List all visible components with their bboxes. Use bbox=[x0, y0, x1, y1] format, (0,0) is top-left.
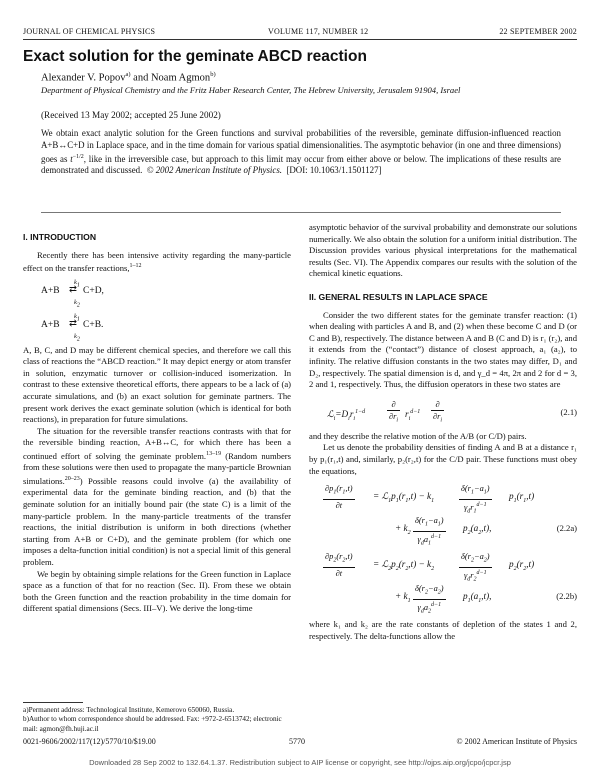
equation-2-1: $ℒ_i=D_ir_i^{1-d}$ ∂ $\partial r_i$ $r_i^{d-1}$ ∂ $\partial r_i$ (2.1) bbox=[327, 399, 577, 424]
equation-2-1-number: (2.1) bbox=[560, 406, 577, 417]
author-1: Alexander V. Popov bbox=[41, 72, 126, 84]
reaction-2-arrow: ⇄ bbox=[69, 318, 77, 329]
reaction-1 bbox=[41, 277, 291, 307]
footer-copyright: © 2002 American Institute of Physics bbox=[456, 737, 577, 746]
page-number: 5770 bbox=[289, 737, 305, 746]
author-2: Noam Agmon bbox=[150, 72, 211, 84]
equation-2-2b-number: (2.2b) bbox=[556, 591, 577, 602]
equation-2-2a-number: (2.2a) bbox=[556, 523, 577, 534]
abstract-text-2: , like in the irreversible case, but approach to this limit may occur from either above or below. The implications of these results are demonstrated and discussed. bbox=[41, 153, 561, 176]
author-2-footnote-mark[interactable]: b) bbox=[210, 71, 216, 78]
sec2-paragraph-2: and they describe the relative motion of the A/B (or C/D) pairs. bbox=[309, 430, 527, 441]
paper-title: Exact solution for the geminate ABCD reaction bbox=[23, 48, 367, 65]
reaction-2-lhs: A+B bbox=[41, 319, 60, 330]
issue-date: 22 SEPTEMBER 2002 bbox=[499, 27, 577, 36]
intro-paragraph-4: We begin by obtaining simple relations for the Green function in Laplace space as a function of that for no reaction (Sec. II). From these we obtain both the Green function and the reaction probability in the time domain for different spatial dimensions (Secs. III–V). We derive the long-time bbox=[23, 568, 291, 614]
footnote-rule bbox=[23, 702, 83, 703]
abstract-copyright: © 2002 American Institute of Physics. bbox=[146, 165, 282, 176]
sec2-paragraph-1: Consider the two different states for the geminate transfer reaction: (1) when dealing with particles A and B, and (2) when these become C and D (or C and B), respectively. The distance between A and B (C and D) is r₁ (r₂), and it extends from the (“contact”) distance of closest approach, a₁ (a₂), to infinity. The relative diffusion constants in the two states may differ, D₁ and D₂, respectively. The spatial dimension is d, and γ_d = 4π, 2π and 2 for d = 3, 2 and 1, respectively. Thus, the diffusion operators in these two states are bbox=[309, 309, 577, 390]
footnote-b: b)Author to whom correspondence should be addressed. Fax: +972-2-6513742; electronic mail: agmon@fh.huji.ac.il bbox=[23, 715, 282, 733]
reaction-1-k1: $k_1$ bbox=[74, 278, 80, 288]
author-conjunction: and bbox=[130, 72, 151, 84]
journal-name: JOURNAL OF CHEMICAL PHYSICS bbox=[23, 27, 156, 36]
intro-ref-1[interactable]: 1–12 bbox=[129, 263, 142, 270]
volume-number: VOLUME 117, NUMBER 12 bbox=[268, 27, 369, 36]
footnote-a: a)Permanent address: Technological Institute, Kemerovo 650060, Russia. bbox=[23, 706, 235, 714]
equation-2-2a: $\frac{\partial p_1(r_1,t)}{\partial t}$ = $ℒ_1p_1(r_1,t) - k_1$ $\delta(r_1-a_1)$ $\gamma_dr_1^{d-1}$ $p_1(r_1,t)$ + $k_2$ $\delta(r_1-a_1)$ $\gamma_da_1^{d-1}$ $p_2(a_2,t)$, (2.2a) bbox=[325, 484, 577, 547]
abstract-doi[interactable]: [DOI: 10.1063/1.1501127] bbox=[286, 165, 382, 176]
section-1-heading: I. INTRODUCTION bbox=[23, 232, 97, 242]
abstract-text-1: We obtain exact analytic solution for the Green functions and survival probabilities of the reversible, geminate diffusion-influenced reaction A+B↔C+D in Laplace space, and in the time domain for various spatial dimensionalities. The asymptotic behavior (in one and three dimensions) goes as bbox=[41, 128, 561, 164]
download-notice[interactable]: Downloaded 28 Sep 2002 to 132.64.1.37. Redistribution subject to AIP license or copyright, see http://ojps.aip.org/jcpo/jcpcr.jsp bbox=[89, 758, 511, 767]
affiliation: Department of Physical Chemistry and the Fritz Haber Research Center, The Hebrew University, Jerusalem 91904, Israel bbox=[41, 85, 461, 95]
reaction-2 bbox=[41, 311, 291, 341]
abstract-time-var: t bbox=[70, 153, 73, 164]
intro-paragraph-1: Recently there has been intensive activity regarding the many-particle effect on the transfer reactions,$^{1-12}$ bbox=[23, 249, 291, 274]
intro-paragraph-3: The situation for the reversible transfer reactions contrasts with that for the reversible binding reaction, A+B↔C, for which there has been a continued effort of solving the geminate problem.$^{13-19}$ (Random numbers from these solutions were then used to propagate the many-particle Brownian simulations.$^{20-23}$) Possible reasons could involve (a) the availability of experimental data for the geminate binding reaction, and (b) that the geminate solution for an initially bound pair (the state C) is a limit of the many-particle problem. In the many-particle treatments of the transfer reactions, the initial distribution is uniform in both directions (whether starting from A+B or C+D), and the geminate problem (for which one imposes a delta-function initial condition) is not a special limit of this general problem. bbox=[23, 425, 291, 568]
reaction-1-k2: $k_2$ bbox=[74, 298, 80, 308]
reaction-1-lhs: A+B bbox=[41, 285, 60, 296]
sec2-paragraph-3: Let us denote the probability densities of finding A and B at a distance r₁ by p₁(r₁,t) and, similarly, p₂(r₂,t) for the C/D pair. These functions must obey the equations, bbox=[309, 442, 577, 476]
author-1-footnote-mark[interactable]: a) bbox=[125, 71, 131, 78]
reaction-1-arrow: ⇄ bbox=[69, 284, 77, 295]
footnotes bbox=[23, 706, 291, 734]
reaction-2-k2: $k_2$ bbox=[74, 332, 80, 342]
section-2-heading: II. GENERAL RESULTS IN LAPLACE SPACE bbox=[309, 291, 488, 302]
reaction-1-rhs: C+D, bbox=[83, 285, 104, 296]
sec2-paragraph-4: where k₁ and k₂ are the rate constants of depletion of the states 1 and 2, respectively. The delta-functions allow the bbox=[309, 619, 577, 641]
intro-ref-2[interactable]: 13–19 bbox=[206, 450, 222, 457]
received-dates: (Received 13 May 2002; accepted 25 June 2002) bbox=[41, 110, 221, 120]
header-rule bbox=[23, 39, 577, 40]
footer-code: 0021-9606/2002/117(12)/5770/10/$19.00 bbox=[23, 737, 156, 746]
intro-paragraph-5: asymptotic behavior of the survival probability and demonstrate our solutions numerically. We also obtain the solution for a uniform initial distribution. The Discussion provides various physical interpretations for the mathematical results (Sec. VI). The Appendix compares our results with the solution of the chemical kinetic equations. bbox=[309, 222, 577, 279]
intro-ref-3[interactable]: 20–23 bbox=[64, 476, 80, 483]
abstract-rule bbox=[41, 212, 561, 213]
abstract bbox=[41, 128, 561, 177]
reaction-2-rhs: C+B. bbox=[83, 319, 104, 330]
reaction-2-k1: $k_1$ bbox=[74, 312, 80, 322]
author-list bbox=[41, 71, 216, 84]
intro-paragraph-2: A, B, C, and D may be different chemical species, and therefore we call this class of reactions the “ABCD reaction.” It may depict energy or atom transfer in solution, enzymatic turnover or collision-induced isomerization. In contrast to these extensive theoretical efforts, there appears to be a lack of (a) accurate simulations, and (b) an exact solution for geminate partners. The present work derives the exact geminate solution (which is identical for both reactions), in preparation for future simulations. bbox=[23, 344, 291, 425]
equation-2-2b: $\frac{\partial p_2(r_2,t)}{\partial t}$ = $ℒ_2p_2(r_2,t) - k_2$ $\delta(r_2-a_2)$ $\gamma_dr_2^{d-1}$ $p_2(r_2,t)$ + $k_1$ $\delta(r_2-a_2)$ $\gamma_da_2^{d-1}$ $p_1(a_1,t)$, (2.2b) bbox=[325, 552, 577, 615]
abstract-exponent: −1/2 bbox=[72, 153, 84, 160]
left-column bbox=[23, 222, 291, 615]
right-column bbox=[309, 222, 577, 642]
